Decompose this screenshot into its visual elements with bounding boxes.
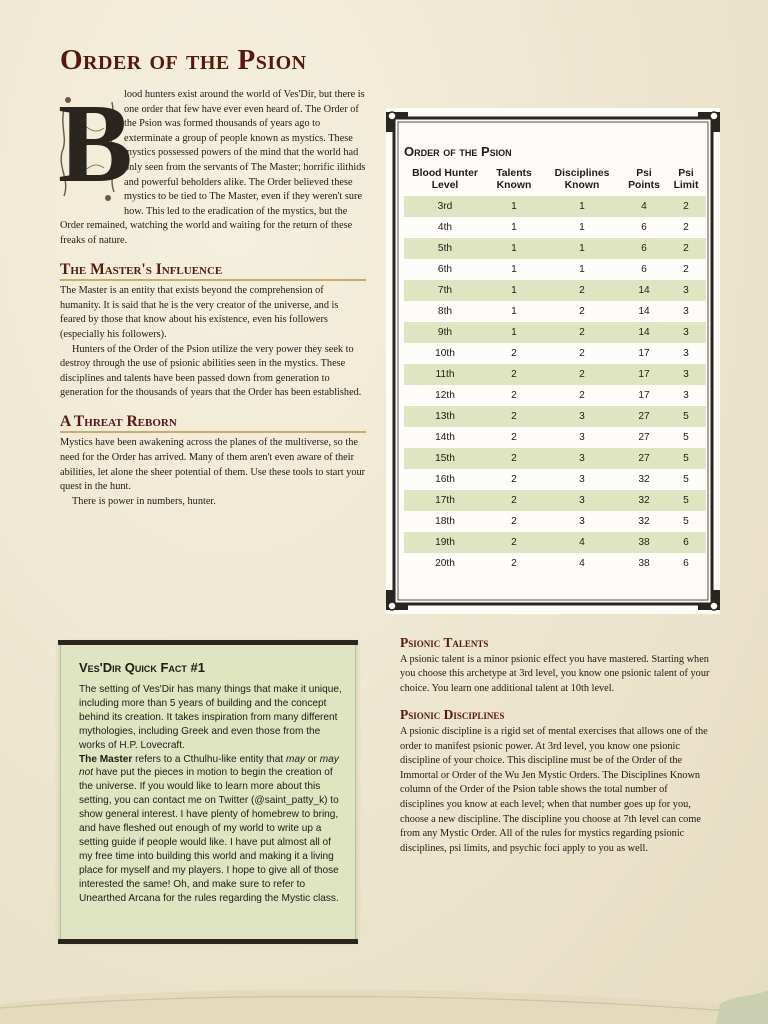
cell-talents: 1 <box>511 285 517 296</box>
cell-psi-points: 14 <box>638 306 650 317</box>
cell-disciplines: 4 <box>579 537 585 548</box>
cell-psi-limit: 5 <box>683 453 689 464</box>
cell-disciplines: 4 <box>579 558 585 569</box>
cell-psi-limit: 2 <box>683 201 689 212</box>
cell-level: 15th <box>435 453 455 464</box>
cell-psi-points: 32 <box>638 474 650 485</box>
cell-psi-limit: 3 <box>683 327 689 338</box>
cell-psi-limit: 5 <box>683 432 689 443</box>
cell-level: 16th <box>435 474 455 485</box>
table-row <box>404 343 706 364</box>
cell-psi-points: 32 <box>638 516 650 527</box>
cell-disciplines: 3 <box>579 453 585 464</box>
page-title: Order of the Psion <box>60 44 307 76</box>
quick-fact-text-1: The setting of Ves'Dir has many things that make it unique, including more than 5 years of building and the concept behind its creation. It takes inspiration from many different mythologies, including Greek and even those from the works of H.P. Lovecraft. <box>79 684 342 751</box>
masters-influence-heading: The Master's Influence <box>60 263 366 282</box>
cell-level: 5th <box>437 243 453 254</box>
cell-disciplines: 2 <box>579 369 585 380</box>
table-row <box>404 196 706 217</box>
cell-psi-limit: 2 <box>683 264 689 275</box>
cell-psi-points: 14 <box>638 327 650 338</box>
cell-talents: 2 <box>511 495 517 506</box>
table-row <box>404 448 706 469</box>
cell-talents: 1 <box>511 201 517 212</box>
cell-level: 18th <box>435 516 455 527</box>
cell-disciplines: 1 <box>579 222 585 233</box>
table-row <box>404 385 706 406</box>
threat-reborn-p2: There is power in numbers, hunter. <box>72 495 216 507</box>
masters-influence-p2: Hunters of the Order of the Psion utilize the very power they seek to destroy through the use of psionic abilities seen in the mystics. These disciplines and talents have been passed down from generation to generation for the thousands of years that the Order has been established. <box>60 343 362 399</box>
table-row <box>404 406 706 427</box>
cell-level: 3rd <box>437 201 453 212</box>
quick-fact-text-3: or <box>305 753 320 765</box>
cell-disciplines: 1 <box>579 264 585 275</box>
cell-disciplines: 2 <box>579 285 585 296</box>
table-row <box>404 280 706 301</box>
cell-level: 7th <box>437 285 453 296</box>
table-header-row <box>404 168 706 196</box>
cell-talents: 2 <box>511 411 517 422</box>
cell-psi-limit: 5 <box>683 411 689 422</box>
quick-fact-title: Ves'Dir Quick Fact #1 <box>79 660 205 675</box>
cell-disciplines: 2 <box>579 348 585 359</box>
cell-psi-limit: 5 <box>683 495 689 506</box>
quick-fact-em-may: may <box>286 753 306 765</box>
cell-psi-limit: 3 <box>683 285 689 296</box>
cell-psi-points: 17 <box>638 369 650 380</box>
cell-psi-limit: 2 <box>683 243 689 254</box>
left-column <box>58 82 366 509</box>
cell-psi-limit: 5 <box>683 516 689 527</box>
cell-level: 9th <box>437 327 453 338</box>
cell-disciplines: 3 <box>579 411 585 422</box>
psion-table-frame <box>386 108 720 614</box>
cell-psi-points: 27 <box>638 453 650 464</box>
cell-psi-points: 4 <box>641 201 647 212</box>
cell-talents: 1 <box>511 306 517 317</box>
table-row <box>404 511 706 532</box>
psionic-disciplines-heading: Psionic Disciplines <box>400 707 505 723</box>
cell-disciplines: 3 <box>579 516 585 527</box>
table-row <box>404 301 706 322</box>
cell-psi-limit: 3 <box>683 390 689 401</box>
threat-reborn-p1: Mystics have been awakening across the planes of the multiverse, so the need for the Order has arrived. Many of them aren't even aware of their abilities, let alone the sheer potential of them. Use these tools to start your quest in the hunt. <box>60 437 366 493</box>
quick-fact-body <box>79 683 343 906</box>
header-psi-points: Psi Points <box>628 168 660 191</box>
cell-talents: 1 <box>511 264 517 275</box>
psionic-talents-heading: Psionic Talents <box>400 635 489 650</box>
cell-disciplines: 2 <box>579 390 585 401</box>
cell-level: 12th <box>435 390 455 401</box>
cell-level: 14th <box>435 432 455 443</box>
cell-level: 17th <box>435 495 455 506</box>
cell-level: 6th <box>437 264 453 275</box>
threat-reborn-heading: A Threat Reborn <box>60 415 366 434</box>
cell-psi-points: 6 <box>641 264 647 275</box>
cell-talents: 2 <box>511 369 517 380</box>
footer-swoosh-icon <box>0 964 768 1024</box>
table-row <box>404 553 706 574</box>
right-column <box>400 636 710 856</box>
cell-disciplines: 2 <box>579 306 585 317</box>
intro-section <box>58 82 366 249</box>
cell-level: 10th <box>435 348 455 359</box>
quick-fact-sidebar <box>60 643 356 941</box>
cell-disciplines: 3 <box>579 474 585 485</box>
cell-talents: 1 <box>511 243 517 254</box>
cell-psi-points: 32 <box>638 495 650 506</box>
cell-level: 13th <box>435 411 455 422</box>
masters-influence-p1: The Master is an entity that exists beyond the comprehension of humanity. It is said that he is the very creator of the universe, and is feared by those that know about his existence, even his followers (especially his followers). <box>60 285 339 340</box>
cell-psi-points: 6 <box>641 243 647 254</box>
cell-talents: 1 <box>511 222 517 233</box>
cell-level: 20th <box>435 558 455 569</box>
cell-psi-points: 38 <box>638 558 650 569</box>
cell-disciplines: 3 <box>579 432 585 443</box>
header-psi-limit: Psi Limit <box>673 168 699 191</box>
cell-level: 4th <box>437 222 453 233</box>
cell-talents: 2 <box>511 390 517 401</box>
cell-talents: 2 <box>511 558 517 569</box>
cell-psi-points: 6 <box>641 222 647 233</box>
dropcap-char: B <box>58 82 133 206</box>
cell-talents: 2 <box>511 537 517 548</box>
cell-psi-limit: 3 <box>683 306 689 317</box>
intro-text: lood hunters exist around the world of Ves'Dir, but there is one order that few have ever even heard of. The Order of the Psion was formed thousands of years ago to exterminate a group of people known as mystics. These mystics possessed powers of the mind that the world had only seen from the servants of The Master; horrific ilithids and powerful beholders alike. The Order believed these mystics to be tied to The Master, even if they weren't sure how. This led to the eradication of the mystics, but the Order remained, watching the world and waiting for the return of these freaks of nature. <box>60 89 366 246</box>
quick-fact-em-may-not: may not <box>79 753 339 779</box>
cell-talents: 1 <box>511 327 517 338</box>
table-title: Order of the Psion <box>404 144 512 159</box>
cell-psi-limit: 3 <box>683 348 689 359</box>
cell-disciplines: 2 <box>579 327 585 338</box>
header-level: Blood Hunter Level <box>412 168 478 191</box>
table-row <box>404 217 706 238</box>
cell-psi-limit: 6 <box>683 558 689 569</box>
cell-talents: 2 <box>511 453 517 464</box>
cell-psi-limit: 2 <box>683 222 689 233</box>
cell-level: 19th <box>435 537 455 548</box>
psionic-talents-text: A psionic talent is a minor psionic effect you have mastered. Starting when you choose this archetype at 3rd level, you know one psionic talent of your choice. You learn one additional talent at 10th level. <box>400 653 710 694</box>
cell-disciplines: 1 <box>579 243 585 254</box>
psion-table <box>404 168 706 574</box>
table-row <box>404 532 706 553</box>
cell-talents: 2 <box>511 432 517 443</box>
quick-fact-text-4: have put the pieces in motion to begin the creation of the universe. If you would like to learn more about this setting, you can contact me on Twitter (@saint_patty_k) to show general interest. I have plenty of homebrew to bring, and have fleshed out enough of my world to write up a setting guide if people would like. I have put almost all of my free time into building this world and making it a living place for myself and my players. I hope to give all of those interested the same! Oh, and make sure to refer to Unearthed Arcana for the rules regarding the Mystic class. <box>79 767 339 904</box>
cell-disciplines: 1 <box>579 201 585 212</box>
header-talents: Talents Known <box>496 168 532 191</box>
table-row <box>404 322 706 343</box>
cell-psi-points: 17 <box>638 390 650 401</box>
cell-level: 11th <box>435 369 455 380</box>
cell-psi-points: 14 <box>638 285 650 296</box>
psionic-disciplines-text: A psionic discipline is a rigid set of mental exercises that allows one of the order to manifest psionic power. At 3rd level, you know one psionic discipline of your choice. This discipline must be of the Order of the Immortal or Order of the Wu Jen Mystic Orders. The Disciplines Known column of the Order of the Psion table shows the total number of disciplines you know at each level; when that number goes up for you, choose a new discipline. The discipline you choose at 7th level can come from any Mystic Order. All of the rules for mystics regarding psionic disciplines, psi limits, and psychic foci apply to you as well. <box>400 725 708 854</box>
table-row <box>404 490 706 511</box>
cell-psi-points: 38 <box>638 537 650 548</box>
cell-psi-limit: 6 <box>683 537 689 548</box>
quick-fact-text-2: refers to a Cthulhu-like entity that <box>132 753 287 765</box>
cell-disciplines: 3 <box>579 495 585 506</box>
cell-psi-limit: 3 <box>683 369 689 380</box>
header-disciplines: Disciplines Known <box>554 168 610 191</box>
cell-psi-points: 27 <box>638 432 650 443</box>
cell-psi-limit: 5 <box>683 474 689 485</box>
table-row <box>404 238 706 259</box>
cell-talents: 2 <box>511 348 517 359</box>
cell-psi-points: 27 <box>638 411 650 422</box>
quick-fact-bold-master: The Master <box>79 753 133 765</box>
cell-level: 8th <box>437 306 453 317</box>
cell-psi-points: 17 <box>638 348 650 359</box>
table-row <box>404 469 706 490</box>
cell-talents: 2 <box>511 474 517 485</box>
cell-talents: 2 <box>511 516 517 527</box>
table-row <box>404 364 706 385</box>
dropcap-letter <box>58 82 133 206</box>
table-row <box>404 259 706 280</box>
table-row <box>404 427 706 448</box>
